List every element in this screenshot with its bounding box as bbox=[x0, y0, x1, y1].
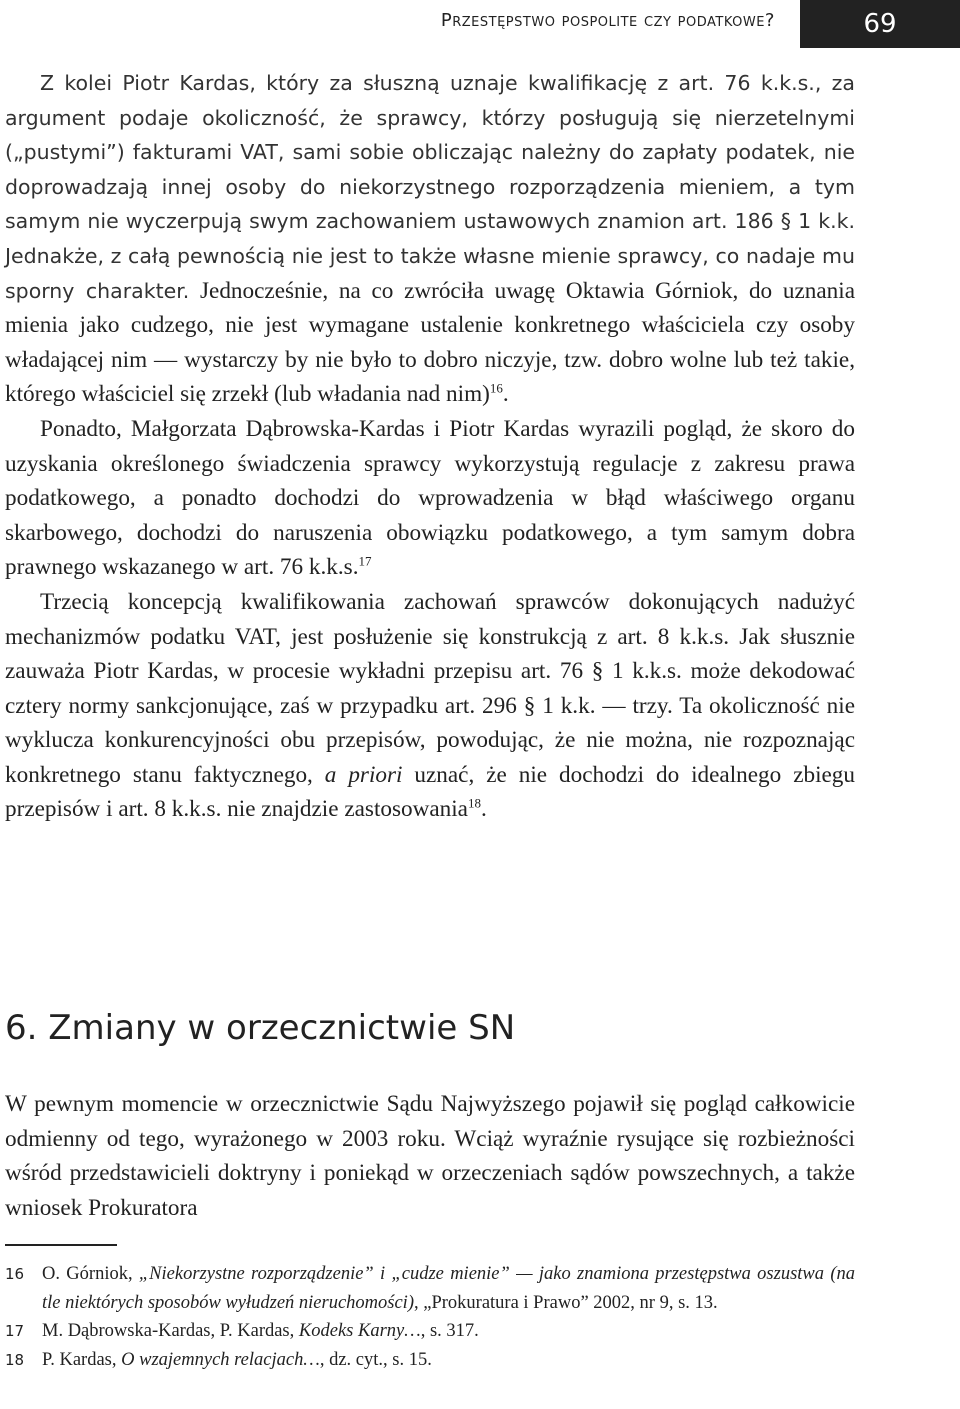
paragraph-third-italic: a priori bbox=[324, 761, 403, 788]
page-number: 69 bbox=[800, 0, 960, 48]
footnote-rest: , s. 317. bbox=[420, 1321, 479, 1341]
footnote-author: M. Dąbrowska-Kardas, P. Kardas, bbox=[42, 1321, 299, 1341]
footnote-number: 18 bbox=[5, 1350, 25, 1369]
paragraph-gorniok: Jednocześnie, na co zwróciła uwagę Oktawia Górniok, do uznania mienia jako cudzego, nie jest wymagane ustalenie konkretnego właściciela czy osoby władającej nim — wystarczy by nie było to dobro niczyje, tzw. dobro wolne lub też takie, którego właściciel się zrzekł (lub władania nad nim) bbox=[5, 277, 855, 408]
footnote-ref-16[interactable]: 16 bbox=[489, 380, 503, 396]
footnote-18 bbox=[5, 1346, 855, 1375]
footnote-16 bbox=[5, 1260, 855, 1317]
footnote-divider bbox=[5, 1244, 117, 1246]
section-text bbox=[5, 1087, 855, 1225]
paragraph-third-text-after: uznać, że nie dochodzi do idealnego zbiegu przepisów i art. 8 k.k.s. nie znajdzie zastosowania bbox=[5, 761, 855, 823]
footnote-17 bbox=[5, 1317, 855, 1346]
page-header bbox=[0, 0, 960, 56]
footnote-rest: , „Prokuratura i Prawo” 2002, nr 9, s. 13. bbox=[414, 1292, 718, 1313]
paragraph-third-end: . bbox=[480, 796, 487, 823]
footnote-ref-18[interactable]: 18 bbox=[467, 795, 481, 811]
footnote-text bbox=[42, 1346, 855, 1375]
footnote-title: Kodeks Karny… bbox=[298, 1321, 421, 1341]
paragraph-third-text-before: Trzecią koncepcją kwalifikowania zachowań sprawców dokonujących nadużyć mechanizmów podatku VAT, jest posłużenie się konstrukcją z art. 8 k.k.s. Jak słusznie zauważa Piotr Kardas, w procesie wykładni przepisu art. 76 § 1 k.k.s. może dekodować cztery normy sankcjonujące, zaś w przypadku art. 296 § 1 k.k. — trzy. Ta okoliczność nie wyklucza konkurencyjności obu przepisów, powodując, że nie można, nie rozpoznając konkretnego stanu faktycznego, bbox=[5, 588, 855, 788]
paragraph-third-concept bbox=[5, 585, 855, 827]
paragraph-dabrowska bbox=[5, 412, 855, 585]
paragraph-kardas-sans: Z kolei Piotr Kardas, który za słuszną uznaje kwalifikację z art. 76 k.k.s., za argument podaje okoliczność, że sprawcy, którzy posługują się nierzetelnymi („pustymi”) fakturami VAT, sami sobie obliczając należny do zapłaty podatek, nie doprowadzają innej osoby do niekorzystnego rozporządzenia mieniem, a tym samym nie wyczerpują swym zachowaniem ustawowych znamion art. 186 § 1 k.k. Jednakże, z całą pewnością nie jest to także własne mienie sprawcy, co nadaje mu sporny charakter. bbox=[5, 71, 855, 303]
footnotes bbox=[5, 1260, 855, 1374]
footnote-number: 17 bbox=[5, 1322, 25, 1340]
paragraph-dabrowska-text: Ponadto, Małgorzata Dąbrowska-Kardas i Piotr Kardas wyrazili pogląd, że skoro do uzyskania określonego świadczenia sprawcy wykorzystują regulacje z zakresu prawa podatkowego, a ponadto dochodzi do wprowadzenia w błąd właściwego organu skarbowego, dochodzi do naruszenia obowiązku podatkowego, a tym samym dobra prawnego wskazanego w art. 76 k.k.s. bbox=[5, 415, 855, 581]
paragraph-end: . bbox=[502, 381, 509, 408]
section-heading: 6. Zmiany w orzecznictwie SN bbox=[5, 1008, 516, 1048]
footnote-text bbox=[42, 1317, 855, 1346]
paragraph-kardas bbox=[5, 66, 855, 412]
footnote-author: P. Kardas, bbox=[42, 1349, 122, 1370]
footnote-title: O wzajemnych relacjach… bbox=[121, 1349, 320, 1370]
footnote-ref-17[interactable]: 17 bbox=[358, 553, 372, 569]
running-title: Przestępstwo pospolite czy podatkowe? bbox=[440, 10, 775, 31]
footnote-author: O. Górniok, bbox=[42, 1264, 139, 1284]
footnote-rest: , dz. cyt., s. 15. bbox=[319, 1349, 432, 1370]
body-text bbox=[5, 66, 855, 827]
footnote-text bbox=[42, 1260, 855, 1317]
section-paragraph: W pewnym momencie w orzecznictwie Sądu Najwyższego pojawił się pogląd całkowicie odmienny od tego, wyrażonego w 2003 roku. Wciąż wyraźnie rysujące się rozbieżności wśród przedstawicieli doktryny i poniekąd w orzeczeniach sądów powszechnych, a także wniosek Prokuratora bbox=[5, 1091, 855, 1221]
footnote-number: 16 bbox=[5, 1265, 25, 1283]
footnote-title: „Niekorzystne rozporządzenie” i „cudze mienie” — jako znamiona przestępstwa oszustwa (na tle niektórych sposobów wyłudzeń nieruchomości) bbox=[42, 1264, 855, 1313]
